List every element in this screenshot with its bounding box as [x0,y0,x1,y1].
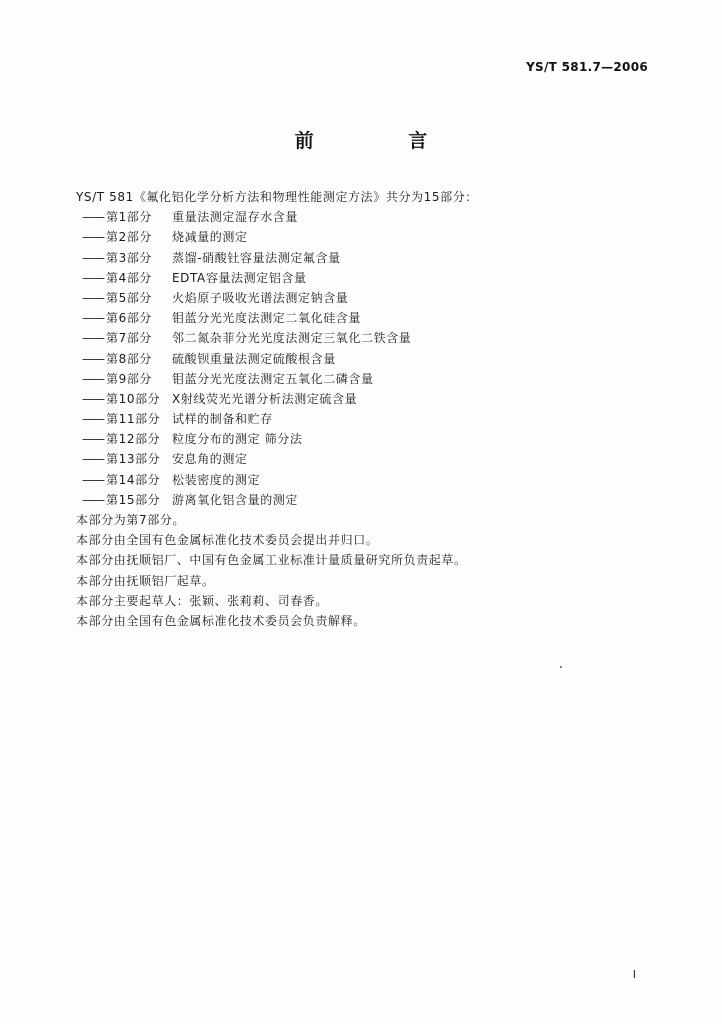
part-title: 蒸馏-硝酸钍容量法测定氟含量 [172,250,341,265]
list-item [76,227,656,247]
part-number: 第14部分 [106,472,161,487]
list-dash: —— [82,472,104,487]
list-item [76,248,656,268]
list-dash: —— [82,412,104,427]
part-title: 粒度分布的测定 筛分法 [172,432,303,447]
part-title: 烧减量的测定 [172,230,248,245]
part-number: 第9部分 [106,371,153,386]
page-title: 前 言 [294,130,472,152]
list-dash: —— [82,331,104,346]
part-number: 第11部分 [106,412,161,427]
list-item [76,389,656,409]
parts-list [76,207,656,510]
part-title: 钼蓝分光光度法测定五氧化二磷含量 [172,371,374,386]
statement-line: 本部分由全国有色金属标准化技术委员会负责解释。 [76,613,366,628]
list-item [76,470,656,490]
list-item [76,490,656,510]
part-number: 第10部分 [106,391,161,406]
scan-speck [560,666,562,668]
list-dash: —— [82,290,104,305]
intro-paragraph: YS/T 581《氟化铝化学分析方法和物理性能测定方法》共分为15部分： [76,190,478,204]
list-dash: —— [82,351,104,366]
part-title: 试样的制备和贮存 [172,412,273,427]
part-title: 火焰原子吸收光谱法测定钠含量 [172,290,349,305]
list-dash: —— [82,492,104,507]
part-title: EDTA容量法测定铝含量 [172,270,307,285]
part-title: 邻二氮杂菲分光光度法测定三氧化二铁含量 [172,331,412,346]
list-item [76,328,656,348]
part-number: 第15部分 [106,492,161,507]
list-dash: —— [82,210,104,225]
list-dash: —— [82,371,104,386]
part-number: 第3部分 [106,250,153,265]
list-item [76,429,656,449]
list-item [76,207,656,227]
part-number: 第5部分 [106,290,153,305]
statement-line: 本部分为第7部分。 [76,513,186,527]
list-item [76,409,656,429]
part-number: 第12部分 [106,432,161,447]
part-title: 钼蓝分光光度法测定二氧化硅含量 [172,311,362,326]
part-number: 第7部分 [106,331,153,346]
list-dash: —— [82,311,104,326]
list-item [76,369,656,389]
statement-line: 本部分主要起草人：张颖、张莉莉、司春香。 [76,593,329,608]
list-dash: —— [82,270,104,285]
part-title: 松装密度的测定 [172,472,261,487]
part-title: X射线荧光光谱分析法测定硫含量 [172,391,358,406]
list-item [76,288,656,308]
list-dash: —— [82,432,104,447]
list-item [76,268,656,288]
part-number: 第8部分 [106,351,153,366]
page-number: I [632,968,636,981]
part-title: 硫酸钡重量法测定硫酸根含量 [172,351,336,366]
list-item [76,449,656,469]
part-title: 游离氧化铝含量的测定 [172,492,299,507]
part-title: 重量法测定湿存水含量 [172,210,299,225]
statement-line: 本部分由抚顺铝厂起草。 [76,573,215,588]
foreword-body [76,187,656,631]
part-title: 安息角的测定 [172,452,248,467]
list-dash: —— [82,452,104,467]
statements [76,510,656,631]
standard-code: YS/T 581.7—2006 [526,60,648,74]
statement-line: 本部分由抚顺铝厂、中国有色金属工业标准计量质量研究所负责起草。 [76,553,467,568]
list-item [76,308,656,328]
part-number: 第4部分 [106,270,153,285]
list-dash: —— [82,391,104,406]
list-dash: —— [82,230,104,245]
statement-line: 本部分由全国有色金属标准化技术委员会提出并归口。 [76,533,379,548]
list-dash: —— [82,250,104,265]
list-item [76,349,656,369]
part-number: 第13部分 [106,452,161,467]
part-number: 第6部分 [106,311,153,326]
part-number: 第1部分 [106,210,153,225]
part-number: 第2部分 [106,230,153,245]
